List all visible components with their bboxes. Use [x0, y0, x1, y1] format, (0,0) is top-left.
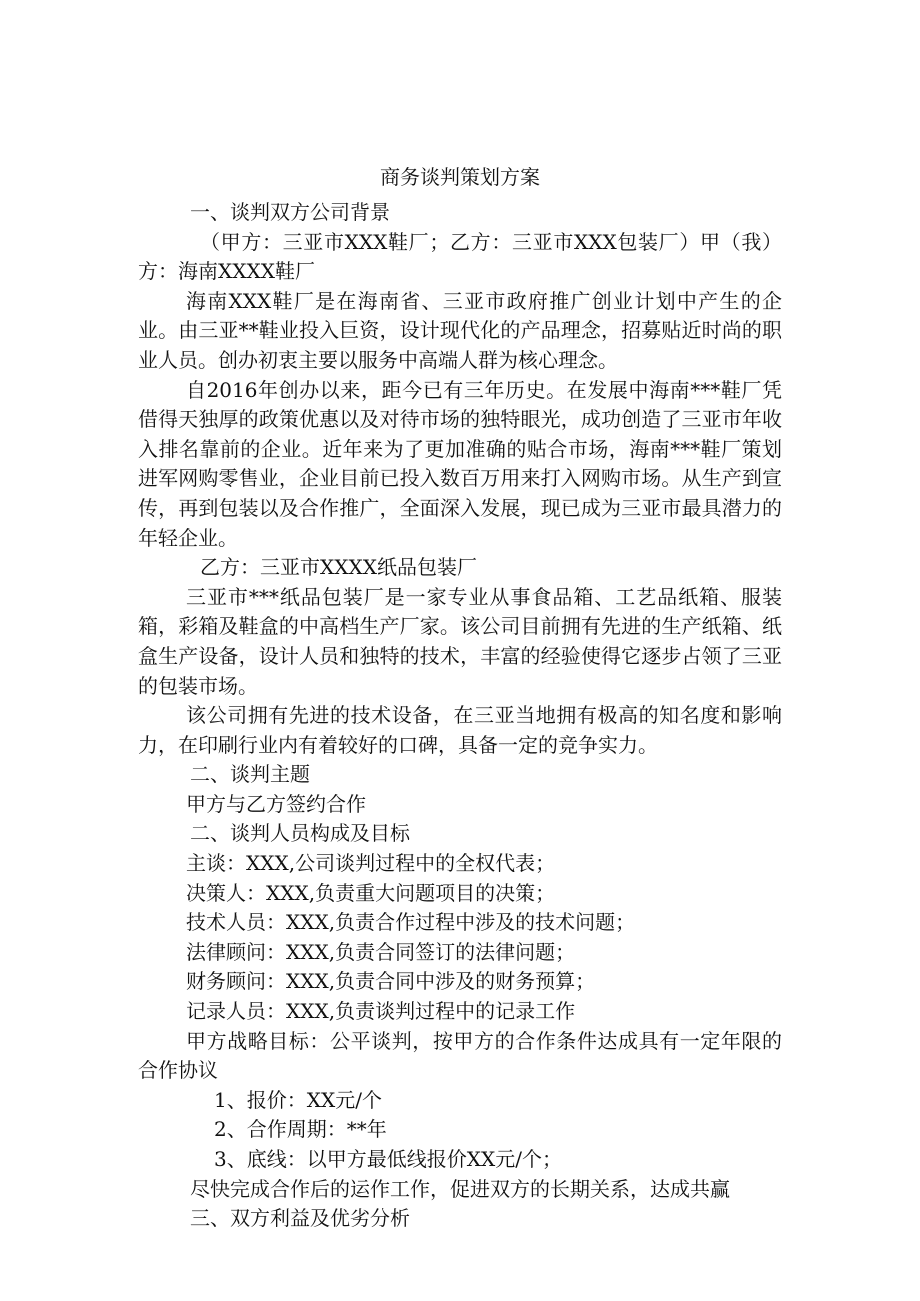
member-recorder: 记录人员：XXX,负责谈判过程中的记录工作 [186, 999, 576, 1024]
strategic-goal-paragraph: 甲方战略目标：公平谈判，按甲方的合作条件达成具有一定年限的合作协议 [138, 1028, 782, 1083]
goal-item-period: 2、合作周期：**年 [214, 1117, 387, 1142]
member-technical-staff: 技术人员：XXX,负责合作过程中涉及的技术问题； [186, 910, 636, 935]
member-decision-maker: 决策人：XXX,负责重大问题项目的决策； [186, 880, 556, 905]
section-heading-theme: 二、谈判主题 [190, 762, 310, 787]
goal-item-price: 1、报价：XX元/个 [214, 1087, 382, 1112]
goal-item-bottom-line: 3、底线：以甲方最低线报价XX元/个； [214, 1147, 562, 1171]
party-b-strength-paragraph: 该公司拥有先进的技术设备，在三亚当地拥有极高的知名度和影响力，在印刷行业内有着较好的口碑，具备一定的竞争实力。 [138, 703, 782, 757]
party-b-heading: 乙方：三亚市XXXX纸品包装厂 [200, 555, 477, 580]
party-a-history-paragraph: 自2016年创办以来，距今已有三年历史。在发展中海南***鞋厂凭借得天独厚的政策优惠以及对待市场的独特眼光，成功创造了三亚市年收入排名靠前的企业。近年来为了更加准确的贴合市场，海南***鞋厂策划进军网购零售业，企业目前已投入数百万用来打入网购市场。从生产到宣传，再到包装以及合作推广，全面深入发展，现已成为三亚市最具潜力的年轻企业。 [138, 377, 782, 550]
document-body [138, 198, 782, 1234]
member-financial-advisor: 财务顾问：XXX,负责合同中涉及的财务预算； [186, 969, 596, 994]
win-win-paragraph: 尽快完成合作后的运作工作，促进双方的长期关系，达成共赢 [190, 1176, 730, 1201]
member-chief-negotiator: 主谈：XXX,公司谈判过程中的全权代表； [186, 851, 556, 876]
document-title: 商务谈判策划方案 [380, 165, 540, 189]
party-b-intro-paragraph: 三亚市***纸品包装厂是一家专业从事食品箱、工艺品纸箱、服装箱，彩箱及鞋盒的中高档生产厂家。该公司目前拥有先进的生产纸箱、纸盒生产设备，设计人员和独特的技术，丰富的经验使得它逐步占领了三亚的包装市场。 [138, 584, 782, 698]
theme-paragraph: 甲方与乙方签约合作 [186, 791, 366, 816]
section-heading-background: 一、谈判双方公司背景 [190, 200, 390, 224]
party-a-intro-paragraph: 海南XXX鞋厂是在海南省、三亚市政府推广创业计划中产生的企业。由三亚**鞋业投入巨资，设计现代化的产品理念，招募贴近时尚的职业人员。创办初衷主要以服务中高端人群为核心理念。 [138, 288, 782, 372]
section-heading-analysis: 三、双方利益及优劣分析 [190, 1206, 410, 1231]
parties-paragraph: （甲方：三亚市XXX鞋厂；乙方：三亚市XXX包装厂）甲（我）方：海南XXXX鞋厂 [138, 229, 782, 284]
member-legal-advisor: 法律顾问：XXX,负责合同签订的法律问题； [186, 939, 576, 964]
section-heading-members: 二、谈判人员构成及目标 [190, 821, 410, 846]
